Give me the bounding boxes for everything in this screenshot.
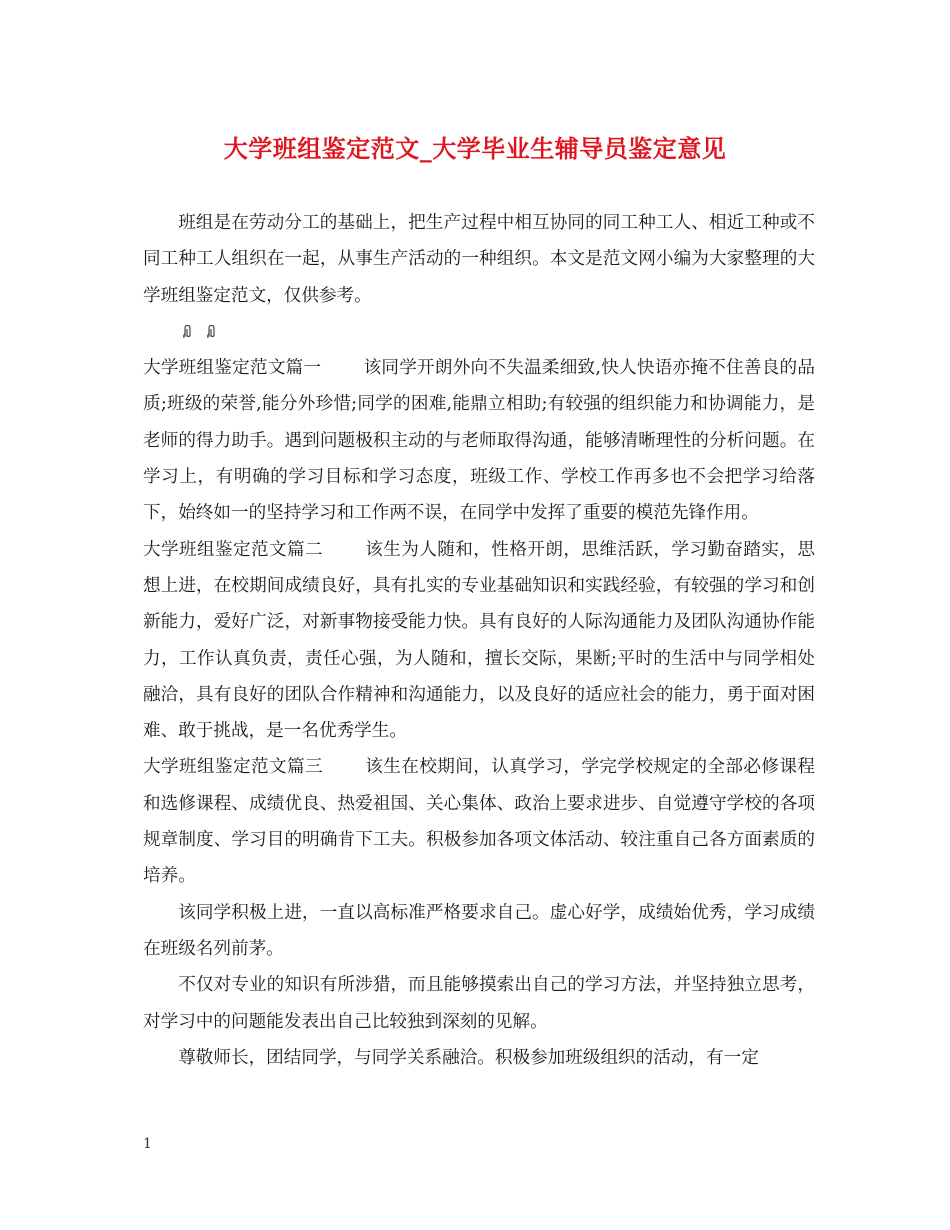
document-title: 大学班组鉴定范文_大学毕业生辅导员鉴定意见 — [223, 134, 727, 163]
paperclip-icon — [205, 324, 219, 340]
section-text-3: 该生在校期间，认真学习，学完学校规定的全部必修课程和选修课程、成绩优良、热爱祖国、关心集体、政治上要求进步、自觉遵守学校的各项规章制度、学习目的明确肯下工夫。积极参加各项文体活动、较注重自己各方面素质的培养。 — [143, 757, 815, 887]
document-body — [143, 205, 815, 1076]
section-text-1: 该同学开朗外向不失温柔细致,快人快语亦掩不住善良的品质;班级的荣誉,能分外珍惜;同学的困难,能鼎立相助;有较强的组织能力和协调能力，是老师的得力助手。遇到问题极积主动的与老师取得沟通，能够清晰理性的分析问题。在学习上，有明确的学习目标和学习态度，班级工作、学校工作再多也不会把学习给落下，始终如一的坚持学习和工作两不误，在同学中发挥了重要的模范先锋作用。 — [143, 358, 815, 524]
body-paragraph-2: 不仅对专业的知识有所涉猎，而且能够摸索出自己的学习方法，并坚持独立思考，对学习中的问题能发表出自己比较独到深刻的见解。 — [143, 975, 815, 1032]
section-heading-1: 大学班组鉴定范文篇一 — [143, 358, 322, 379]
section-text-2: 该生为人随和，性格开朗，思维活跃，学习勤奋踏实，思想上进，在校期间成绩良好，具有扎实的专业基础知识和实践经验，有较强的学习和创新能力，爱好广泛，对新事物接受能力快。具有良好的人际沟通能力及团队沟通协作能力，工作认真负责，责任心强，为人随和，擅长交际，果断;平时的生活中与同学相处融洽，具有良好的团队合作精神和沟通能力，以及良好的适应社会的能力，勇于面对困难、敢于挑战，是一名优秀学生。 — [143, 539, 815, 742]
body-paragraph-3: 尊敬师长，团结同学，与同学关系融洽。积极参加班级组织的活动，有一定 — [178, 1047, 759, 1068]
section-paragraph-2 — [143, 532, 815, 750]
section-paragraph-3 — [143, 749, 815, 894]
decoration-row — [143, 314, 815, 350]
intro-paragraph: 班组是在劳动分工的基础上，把生产过程中相互协同的同工种工人、相近工种或不同工种工人组织在一起，从事生产活动的一种组织。本文是范文网小编为大家整理的大学班组鉴定范文，仅供参考。 — [143, 213, 815, 306]
page-number: 1 — [143, 1136, 152, 1152]
section-heading-2: 大学班组鉴定范文篇二 — [143, 539, 324, 560]
section-heading-3: 大学班组鉴定范文篇三 — [143, 757, 324, 778]
paperclip-icon — [181, 324, 195, 340]
section-paragraph-1 — [143, 350, 815, 531]
body-paragraph-1: 该同学积极上进，一直以高标准严格要求自己。虚心好学，成绩始优秀，学习成绩在班级名列前茅。 — [143, 902, 815, 959]
